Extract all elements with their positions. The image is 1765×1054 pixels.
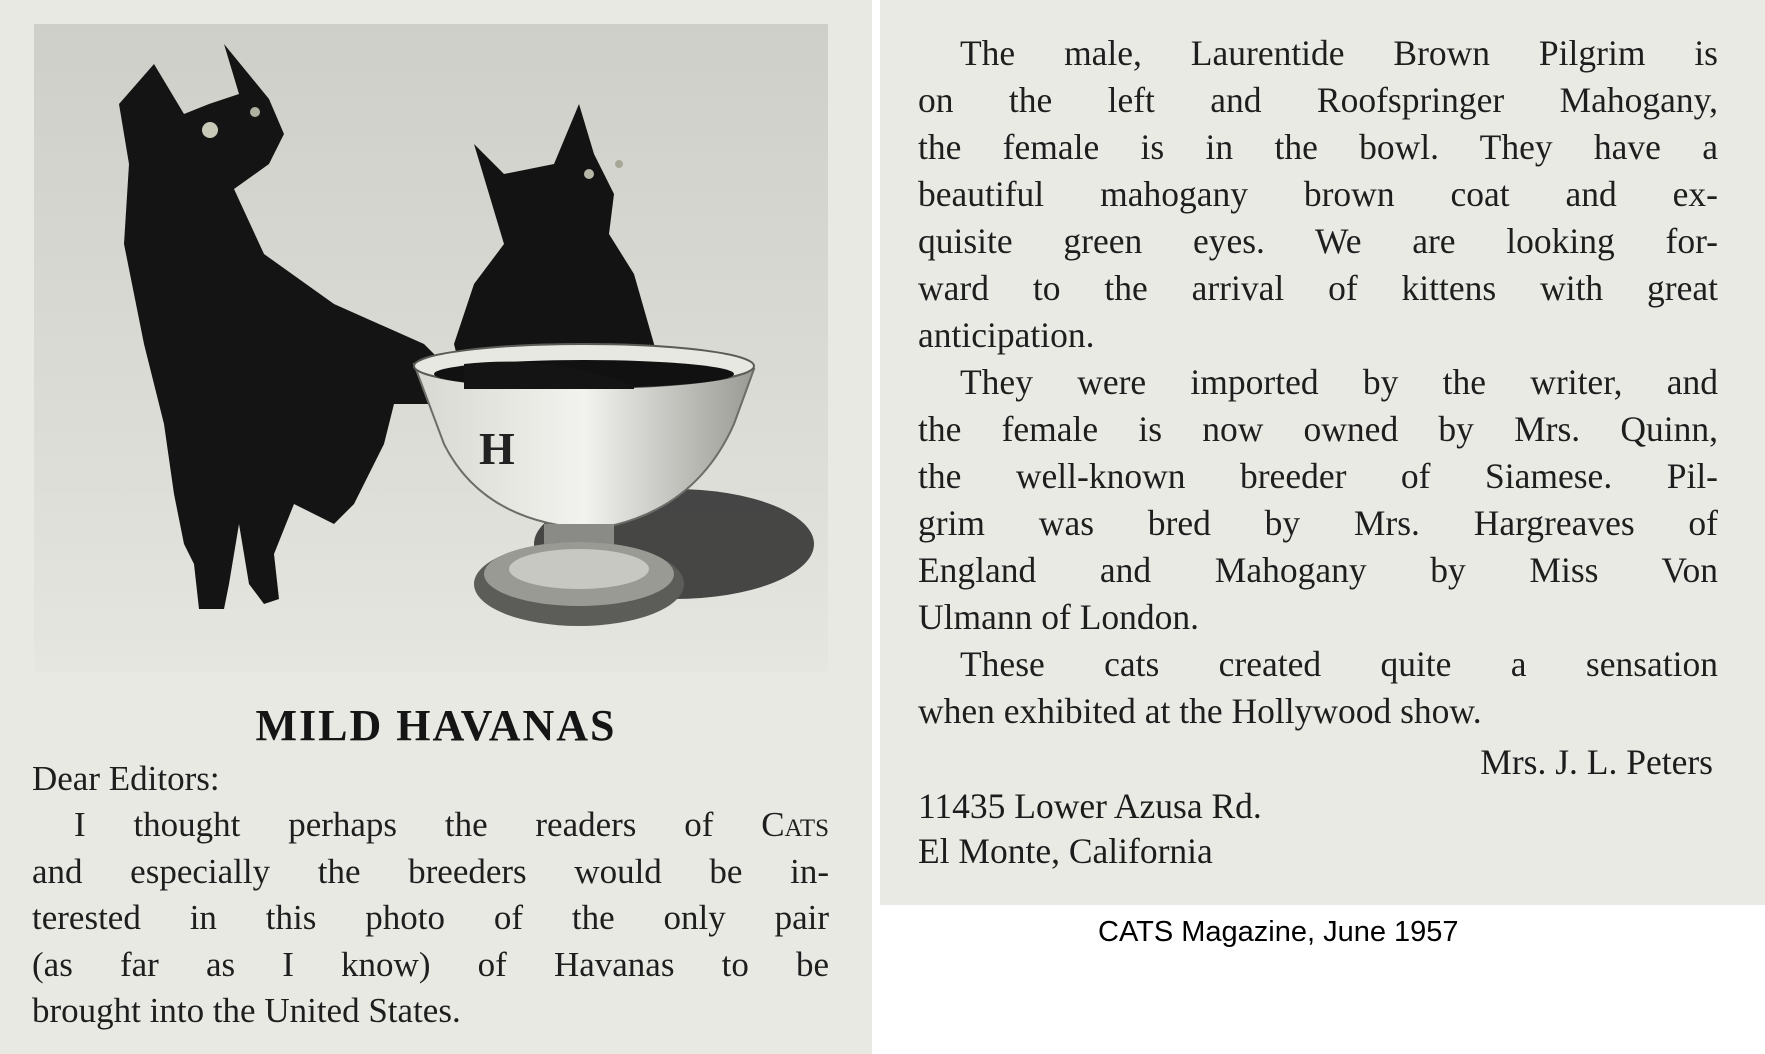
rp3-line-1: These cats created quite a sensation — [960, 644, 1718, 684]
cats-photo — [34, 24, 828, 672]
rp1-line-7: anticipation. — [918, 315, 1095, 355]
rp2-line-4: grim was bred by Mrs. Hargreaves of — [918, 503, 1718, 543]
left-body-text — [32, 802, 829, 1035]
left-line-2: and especially the breeders would be in- — [32, 851, 829, 891]
rp2-line-2: the female is now owned by Mrs. Quinn, — [918, 409, 1718, 449]
rp2-line-3: the well-known breeder of Siamese. Pil- — [918, 456, 1718, 496]
article-title: MILD HAVANAS — [255, 701, 617, 750]
magazine-name: Cats — [761, 805, 829, 844]
address-line-2: El Monte, California — [918, 831, 1213, 871]
address-line-1: 11435 Lower Azusa Rd. — [918, 786, 1262, 826]
bowl-monogram: H — [479, 423, 515, 474]
rp1-line-6: ward to the arrival of kittens with great — [918, 268, 1718, 308]
rp2-line-6: Ulmann of London. — [918, 597, 1200, 637]
left-line-1: I thought perhaps the readers of Cats — [74, 805, 829, 844]
right-paragraph-3 — [918, 641, 1718, 735]
rp1-line-2: on the left and Roofspringer Mahogany, — [918, 80, 1718, 120]
right-paragraph-1 — [918, 30, 1718, 359]
rp1-line-1: The male, Laurentide Brown Pilgrim is — [960, 33, 1718, 73]
right-paragraph-2 — [918, 359, 1718, 641]
source-caption: CATS Magazine, June 1957 — [1098, 916, 1459, 948]
left-line-3: terested in this photo of the only pair — [32, 898, 829, 937]
rp1-line-3: the female is in the bowl. They have a — [918, 127, 1718, 167]
rp2-line-5: England and Mahogany by Miss Von — [918, 550, 1718, 590]
salutation: Dear Editors: — [32, 759, 220, 798]
rp1-line-4: beautiful mahogany brown coat and ex- — [918, 174, 1718, 214]
rp2-line-1: They were imported by the writer, and — [960, 362, 1718, 402]
rp1-line-5: quisite green eyes. We are looking for- — [918, 221, 1718, 261]
rp3-line-2: when exhibited at the Hollywood show. — [918, 691, 1482, 731]
signature: Mrs. J. L. Peters — [1480, 742, 1713, 782]
left-line-5: brought into the United States. — [32, 991, 461, 1030]
left-line-4: (as far as I know) of Havanas to be — [32, 944, 829, 984]
